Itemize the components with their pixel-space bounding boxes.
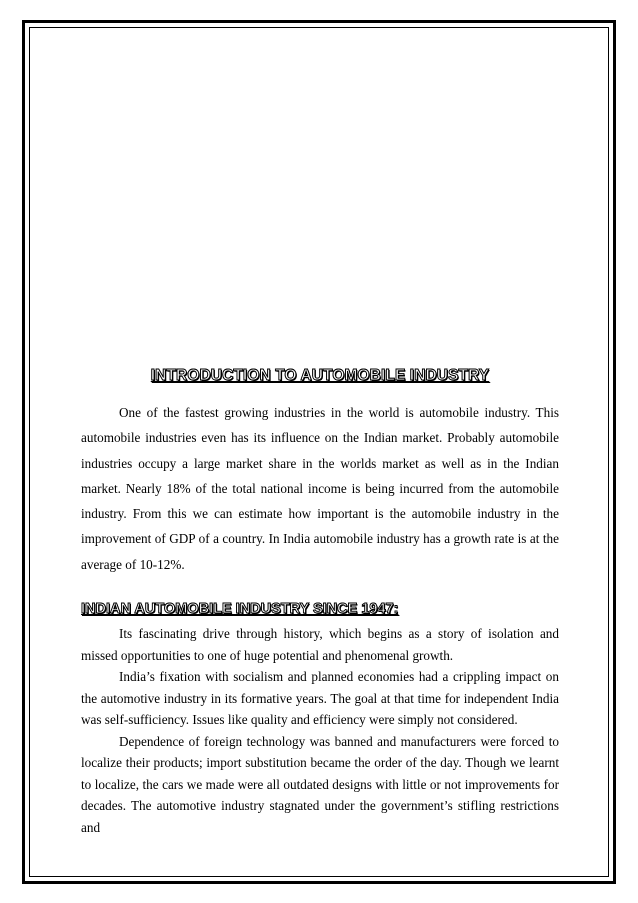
intro-paragraph: One of the fastest growing industries in the world is automobile industry. This automobile industries even has its influence on the Indian market. Probably automobile industries occupy a large market share in the worlds market as well as in the Indian market. Nearly 18% of the total national income is being incurred from the automobile industry. From this we can estimate how important is the automobile industry in the improvement of GDP of a country. In India automobile industry has a growth rate is at the average of 10-12%. (81, 405, 559, 572)
section-paragraph-2: India’s fixation with socialism and planned economies had a crippling impact on the automotive industry in its formative years. The goal at that time for independent India was self-sufficiency. Issues like quality and efficiency were simply not considered. (81, 669, 559, 728)
section-paragraph-1: Its fascinating drive through history, which begins as a story of isolation and missed opportunities to one of huge potential and phenomenal growth. (81, 626, 559, 663)
document-title: INTRODUCTION TO AUTOMOBILE INDUSTRY (150, 367, 490, 384)
section-heading: INDIAN AUTOMOBILE INDUSTRY SINCE 1947: (81, 601, 399, 618)
section-paragraph-3: Dependence of foreign technology was banned and manufacturers were forced to localize their products; import substitution became the order of the day. Though we learnt to localize, the cars we made were all outdated designs with little or not improvements for decades. The automotive industry stagnated under the government’s stifling restrictions and (81, 733, 559, 835)
document-body (81, 364, 559, 838)
